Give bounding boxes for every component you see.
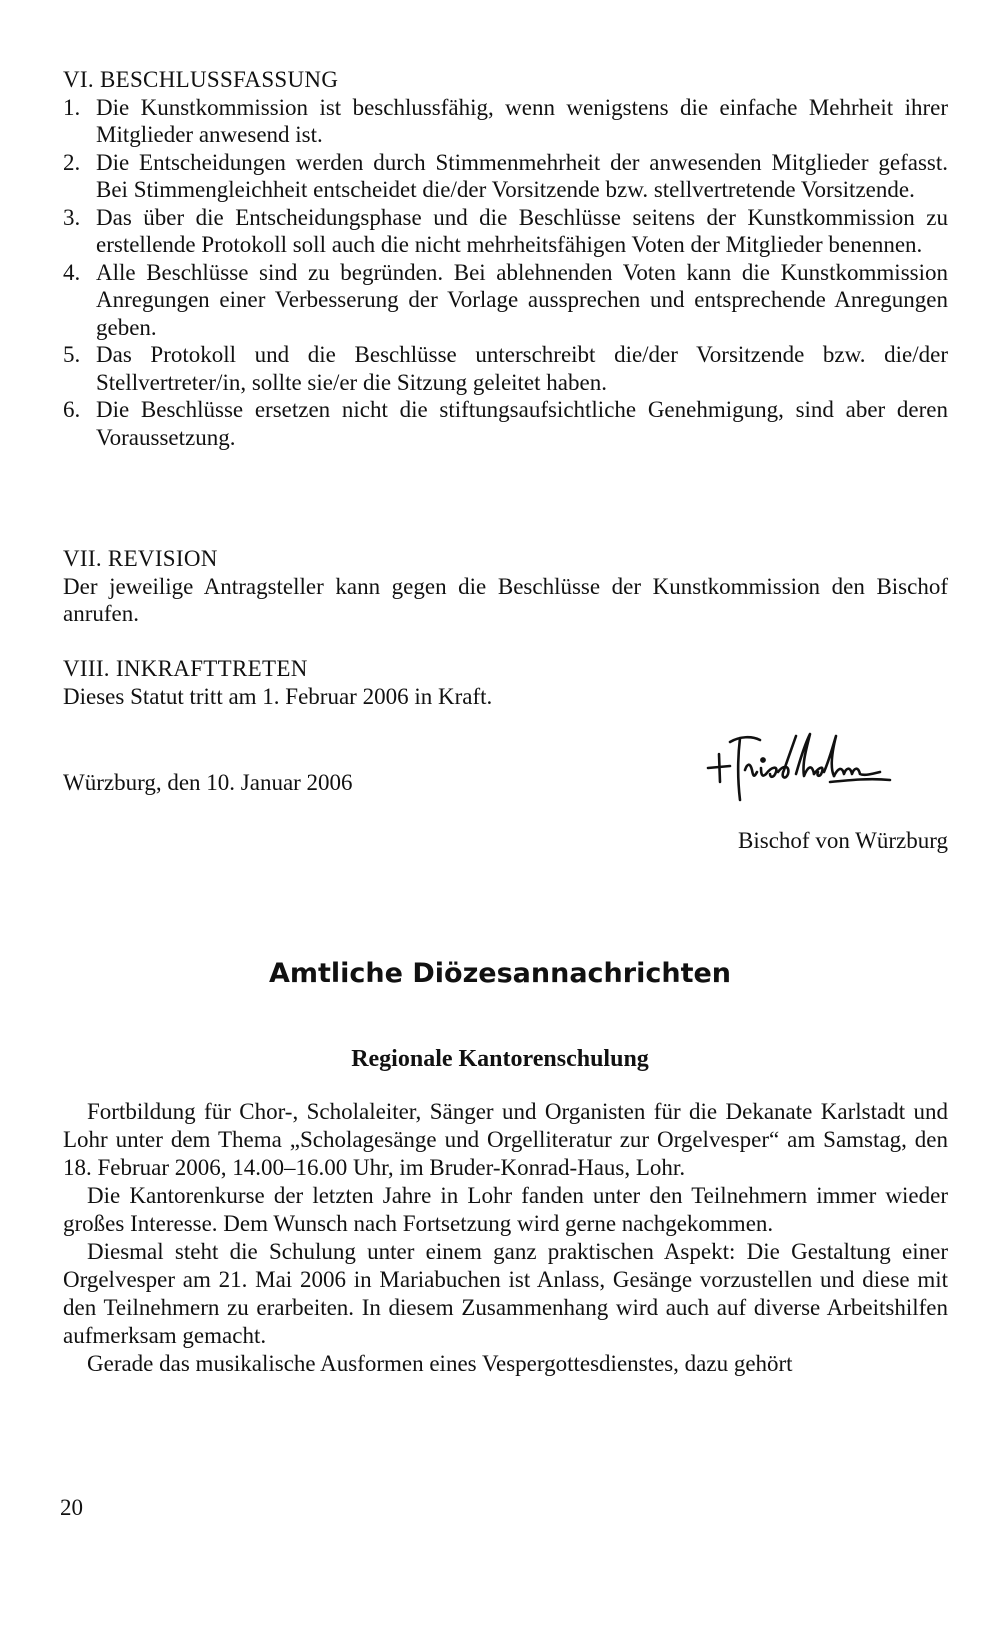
section-inkrafttreten <box>63 655 948 710</box>
signature-image <box>700 730 950 810</box>
list-item <box>63 204 948 259</box>
article-paragraph: Diesmal steht die Schulung unter einem ganz praktischen Aspekt: Die Gestaltung einer Orgelvesper am 21. Mai 2006 in Mariabuchen ist Anlass, Gesänge vorzustellen und diese mit den Teilnehmern zu erarbeiten. In diesem Zusammenhang wird auch auf diverse Arbeitshilfen aufmerksam gemacht. <box>63 1239 948 1348</box>
item-text: Alle Beschlüsse sind zu begründen. Bei ablehnenden Voten kann die Kunstkommission Anregungen einer Verbesserung der Vorlage aussprechen und entsprechende Anregungen geben. <box>96 259 948 340</box>
list-item <box>63 94 948 149</box>
item-text: Die Beschlüsse ersetzen nicht die stiftungsaufsichtliche Genehmigung, sind aber deren Voraussetzung. <box>96 397 948 450</box>
item-text: Die Kunstkommission ist beschlussfähig, wenn wenigstens die einfache Mehrheit ihrer Mitglieder anwesend ist. <box>96 94 948 147</box>
signatory-role: Bischof von Würzburg <box>738 828 948 853</box>
section-heading: VII. REVISION <box>63 546 218 571</box>
item-text: Das über die Entscheidungsphase und die Beschlüsse seitens der Kunstkommission zu erstellende Protokoll soll auch die nicht mehrheitsfähigen Voten der Mitglieder benennen. <box>96 204 948 257</box>
item-text: Das Protokoll und die Beschlüsse unterschreibt die/der Vorsitzende bzw. die/der Stellvertreter/in, sollte sie/er die Sitzung geleitet haben. <box>96 342 948 395</box>
place-date: Würzburg, den 10. Januar 2006 <box>63 770 353 795</box>
list-item <box>63 259 948 342</box>
section-beschlussfassung <box>63 66 948 451</box>
page-number: 20 <box>60 1495 83 1520</box>
item-number: 4. <box>63 259 81 285</box>
section-title: Amtliche Diözesannachrichten <box>268 958 732 989</box>
section-revision <box>63 545 948 628</box>
article-paragraph: Fortbildung für Chor-, Scholaleiter, Sänger und Organisten für die Dekanate Karlstadt und Lohr unter dem Thema „Scholagesänge und Orgelliteratur zur Orgelvesper“ am Samstag, den 18. Februar 2006, 14.00–16.00 Uhr, im Bruder-Konrad-Haus, Lohr. <box>63 1099 948 1180</box>
list-item <box>63 396 948 451</box>
section-text: Dieses Statut tritt am 1. Februar 2006 in Kraft. <box>63 683 493 709</box>
article-paragraph: Die Kantorenkurse der letzten Jahre in Lohr fanden unter den Teilnehmern immer wieder großes Interesse. Dem Wunsch nach Fortsetzung wird gerne nachgekommen. <box>63 1183 948 1236</box>
item-number: 3. <box>63 204 81 230</box>
list-item <box>63 149 948 204</box>
article-body <box>63 1098 948 1378</box>
numbered-list <box>63 94 948 452</box>
section-text: Der jeweilige Antragsteller kann gegen die Beschlüsse der Kunstkommission den Bischof anrufen. <box>63 573 948 626</box>
item-number: 2. <box>63 149 81 175</box>
item-number: 1. <box>63 94 81 120</box>
section-heading: VI. BESCHLUSSFASSUNG <box>63 67 339 92</box>
list-item <box>63 341 948 396</box>
article-paragraph: Gerade das musikalische Ausformen eines Vespergottesdienstes, dazu gehört <box>87 1351 793 1376</box>
section-heading: VIII. INKRAFTTRETEN <box>63 656 308 681</box>
article-title: Regionale Kantorenschulung <box>351 1046 649 1072</box>
item-number: 5. <box>63 342 81 367</box>
item-text: Die Entscheidungen werden durch Stimmenmehrheit der anwesenden Mitglieder gefasst. Bei Stimmengleichheit entscheidet die/der Vorsitzende bzw. stellvertretende Vorsitzende. <box>96 149 948 202</box>
item-number: 6. <box>63 397 81 422</box>
